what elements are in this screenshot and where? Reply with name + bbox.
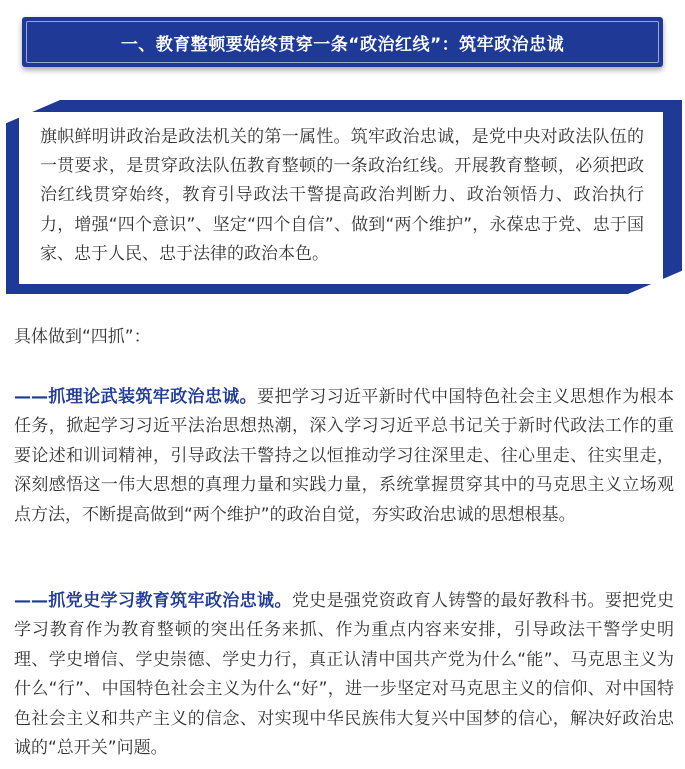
intro-box-text: 旗帜鲜明讲政治是政法机关的第一属性。筑牢政治忠诚，是党中央对政法队伍的一贯要求，是贯穿政法队伍教育整顿的一条政治红线。开展教育整顿，必须把政治红线贯穿始终，教育引导政法干警提高政治判断力、政治领悟力、政治执行力，增强“四个意识”、坚定“四个自信”、做到“两个维护”，永葆忠于党、忠于国家、忠于人民、忠于法律的政治本色。 <box>40 127 644 264</box>
section-title: 一、教育整顿要始终贯穿一条“政治红线”：筑牢政治忠诚 <box>120 34 565 55</box>
item-body-text: 要把学习习近平新时代中国特色社会主义思想作为根本任务，掀起学习习近平法治思想热潮，深入学习习近平总书记关于新时代政法工作的重要论述和训词精神，引导政法干警持之以恒推动学习往深里走、往心里走、往实里走，深刻感悟这一伟大思想的真理力量和实践力量，系统掌握贯穿其中的马克思主义立场观点方法，不断提高做到“两个维护”的政治自觉，夯实政治忠诚的思想根基。 <box>14 387 675 525</box>
specific-intro: 具体做到“四抓”： <box>14 327 151 347</box>
item-lead-heading: ——抓理论武装筑牢政治忠诚。 <box>14 387 258 407</box>
item-lead-heading: ——抓党史学习教育筑牢政治忠诚。 <box>14 591 292 611</box>
item-body-text: 党史是强党资政育人铸警的最好教科书。要把党史学习教育作为教育整顿的突出任务来抓、作为重点内容来安排，引导政法干警学史明理、学史增信、学史崇德、学史力行，真正认清中国共产党为什么“能”、马克思主义为什么“行”、中国特色社会主义为什么“好”，进一步坚定对马克思主义的信仰、对中国特色社会主义和共产主义的信念、对实现中华民族伟大复兴中国梦的信心，解决好政治忠诚的“总开关”问题。 <box>14 591 675 759</box>
section-title-banner <box>22 17 663 67</box>
list-item <box>14 383 674 530</box>
list-item <box>14 587 674 763</box>
